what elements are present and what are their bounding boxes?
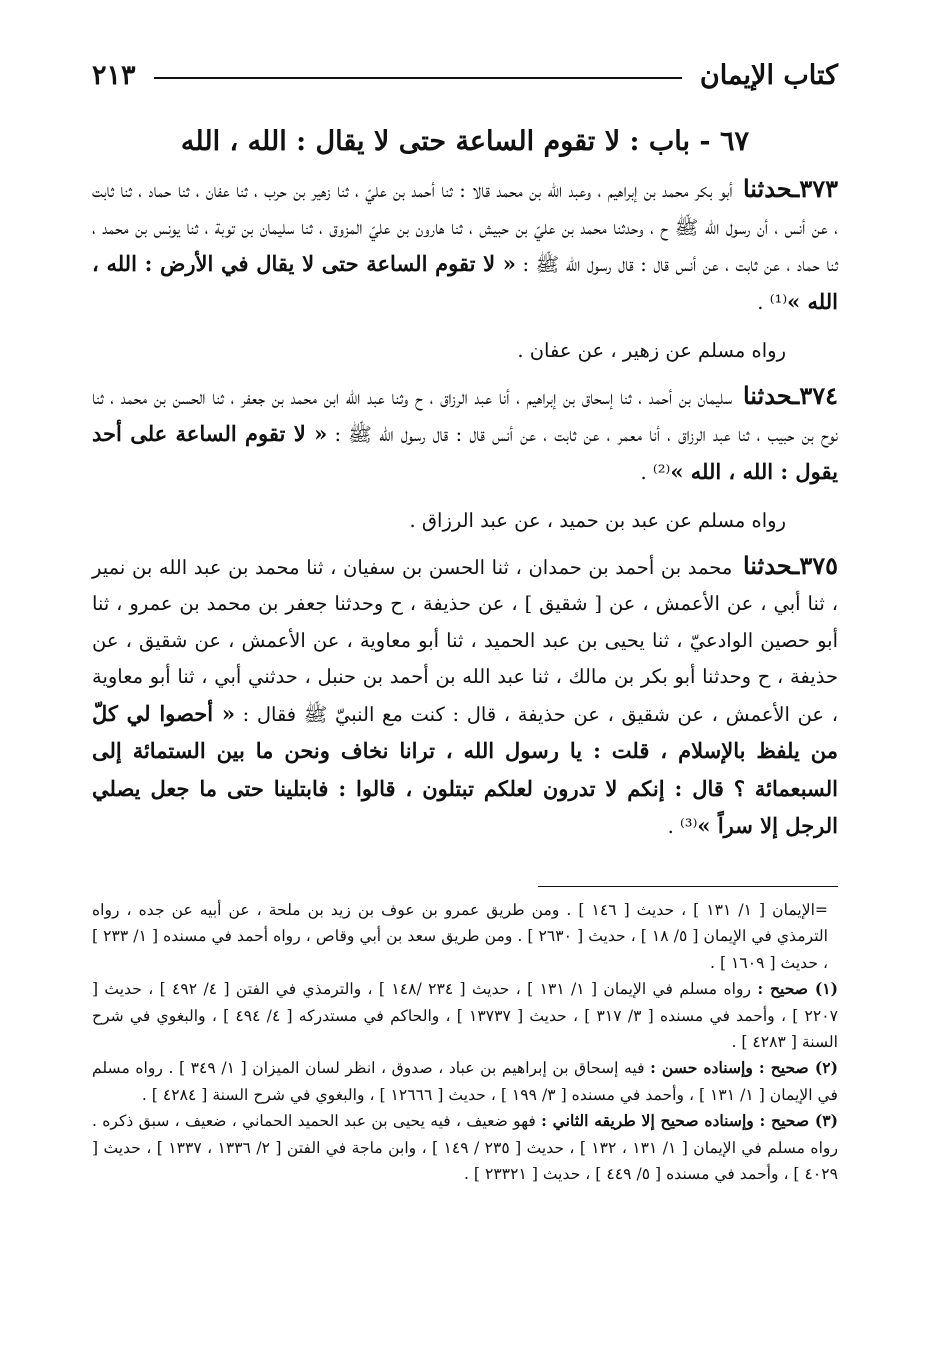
hadith-isnad: أبو بكر محمد بن إبراهيم ، وعبد الله بن محمد قالا : ثنا أحمد بن عليّ ، ثنا زهير بن حرب ، ثنا عفان ، ثنا حماد ، ثنا ثابت ، عن أنس ، أن رسول الله ﷺ ح ، وحدثنا محمد بن عليّ بن حبيش ، ثنا هارون بن عليّ المزوق ، ثنا سليمان بن توبة ، ثنا يونس بن محمد ، ثنا حماد ، عن ثابت ، عن أنس قال : قال رسول الله ﷺ :: [92, 179, 838, 276]
footnote-continuation: =الإيمان [ ١/ ١٣١ ] ، حديث [ ١٤٦ ] . ومن طريق عمرو بن عوف بن زيد بن ملحة ، عن أبيه عن جده ، رواه الترمذي في الإيمان [ ٥/ ١٨ ] ، حديث [ ٢٦٣٠ ] . ومن طريق سعد بن أبي وقاص ، رواه أحمد في مسنده [ ١/ ٢٣٣ ] ، حديث [ ١٦٠٩ ] .: [92, 901, 828, 972]
chapter-title: ٦٧ - باب : لا تقوم الساعة حتى لا يقال : الله ، الله: [180, 126, 750, 157]
footnote-rule: [538, 886, 838, 888]
hadith-374: [92, 378, 838, 492]
running-header: [92, 52, 838, 98]
footnote-label: (١) صحيح :: [757, 979, 838, 999]
hadith-label: حدثنا: [742, 550, 793, 580]
footnote-label: (٢) صحيح : وإسناده حسن :: [650, 1058, 838, 1078]
footnote-label: (٣) صحيح : وإسناده صحيح إلا طريقه الثاني :: [541, 1111, 838, 1131]
footnote-ref: ⁽¹⁾ .: [757, 290, 788, 314]
footnote-ref: ⁽²⁾ .: [640, 460, 671, 484]
hadith-375: [92, 548, 838, 846]
hadith-matn: « أحصوا لي كلّ من يلفظ بالإسلام ، قلت : يا رسول الله ، ترانا نخاف ونحن ما بين الستمائة إلى السبعمائة ؟ قال : إنكم لا تدرون لعلكم تبتلون ، قالوا : فابتلينا حتى ما جعل يصلي الرجل إلا سراً »: [92, 700, 838, 838]
book-title: كتاب الإيمان: [699, 59, 838, 91]
hadith-isnad: سليمان بن أحمد ، ثنا إسحاق بن إبراهيم ، أنا عبد الرزاق ، ح وثنا عبد الله ابن محمد بن جعفر ، ثنا الحسن بن محمد ، ثنا نوح بن حبيب ، ثنا عبد الرزاق ، أنا معمر ، عن ثابت ، عن أنس قال : قال رسول الله ﷺ :: [92, 385, 838, 446]
hadith-isnad: محمد بن أحمد بن حمدان ، ثنا الحسن بن سفيان ، ثنا محمد بن عبد الله بن نمير ، ثنا أبي ، عن الأعمش ، عن [ شقيق ] ، عن حذيفة ، ح وحدثنا جعفر بن محمد بن عمرو ، ثنا أبو حصين الوادعيّ ، ثنا يحيى بن عبد الحميد ، ثنا أبو معاوية ، عن الأعمش ، عن شقيق ، عن حذيفة ، ح وحدثنا أبو بكر بن مالك ، ثنا عبد الله بن أحمد بن حنبل ، حدثني أبي ، ثنا أبو معاوية ، عن الأعمش ، عن شقيق ، عن حذيفة ، قال : كنت مع النبيّ ﷺ فقال :: [92, 555, 838, 726]
page-number: ٢١٣: [92, 59, 136, 91]
footnote-1: [92, 976, 838, 1055]
footnotes: [92, 897, 838, 1187]
footnote-2: [92, 1055, 838, 1108]
footnote-text: فيه إسحاق بن إبراهيم بن عباد ، صدوق ، انظر لسان الميزان [ ١/ ٣٤٩ ] . رواه مسلم في الإيمان [ ١/ ١٣١ ] ، وأحمد في مسنده [ ٣/ ١٩٩ ] ، حديث [ ١٢٦٦٦ ] ، والبغوي في شرح السنة [ ٤٢٨٤ ] .: [92, 1059, 838, 1104]
hadith-takhrij: رواه مسلم عن عبد بن حميد ، عن عبد الرزاق .: [409, 509, 786, 532]
hadith-matn: « لا تقوم الساعة على أحد يقول : الله ، الله »: [92, 421, 838, 484]
main-text: [92, 171, 838, 846]
hadith-number: ٣٧٣ـ: [792, 174, 838, 203]
header-rule: [154, 77, 682, 79]
hadith-takhrij: رواه مسلم عن زهير ، عن عفان .: [517, 339, 786, 362]
footnote-3: [92, 1108, 838, 1187]
footnote-text: رواه مسلم في الإيمان [ ١/ ١٣١ ] ، حديث [ ٢٣٤ /١٤٨ ] ، والترمذي في الفتن [ ٤/ ٤٩٢ ] ، حديث [ ٢٢٠٧ ] ، وأحمد في مسنده [ ٣/ ٣١٧ ] ، حديث [ ١٣٧٣٧ ] ، والحاكم في مستدركه [ ٤/ ٤٩٤ ] ، والبغوي في شرح السنة [ ٤٢٨٣ ] .: [92, 980, 838, 1052]
hadith-label: حدثنا: [742, 380, 793, 410]
hadith-label: حدثنا: [742, 174, 793, 203]
hadith-number: ٣٧٤ـ: [792, 380, 838, 410]
footnote-text: فهو ضعيف ، فيه يحيى بن عبد الحميد الحماني ، ضعيف ، سبق ذكره . رواه مسلم في الإيمان [ ١/ ١٣١ ، ١٣٢ ] ، حديث [ ٢٣٥ / ١٤٩ ] ، وابن ماجة في الفتن [ ٢/ ١٣٣٦ ، ١٣٣٧ ] ، حديث [ ٤٠٢٩ ] ، وأحمد في مسنده [ ٥/ ٤٤٩ ] ، حديث [ ٢٣٣٢١ ] .: [92, 1112, 838, 1184]
footnote-ref: ⁽³⁾ .: [667, 815, 698, 838]
hadith-number: ٣٧٥ـ: [792, 550, 838, 580]
hadith-matn: « لا تقوم الساعة حتى لا يقال في الأرض : الله ، الله »: [92, 251, 838, 314]
hadith-373: [92, 171, 838, 321]
